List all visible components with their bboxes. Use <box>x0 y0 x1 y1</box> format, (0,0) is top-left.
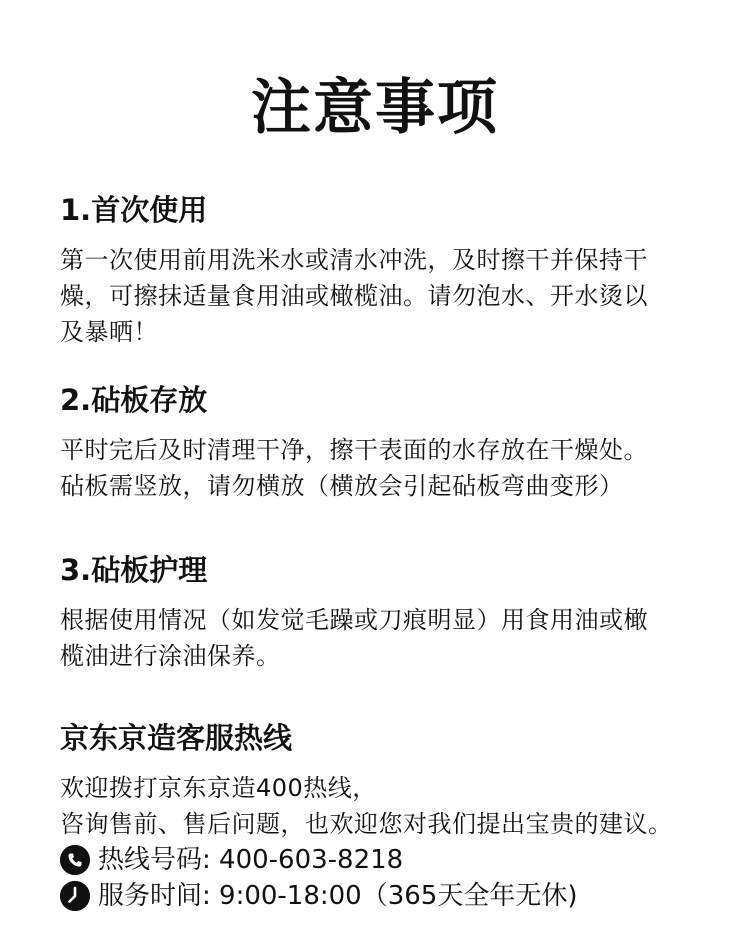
service-intro: 欢迎拨打京东京造400热线， 咨询售前、售后问题，也欢迎您对我们提出宝贵的建议。 <box>60 774 673 838</box>
section-heading: 1.首次使用 <box>60 193 208 227</box>
page-title: 注意事项 <box>251 73 499 143</box>
section-care <box>60 550 700 674</box>
section-heading: 京东京造客服热线 <box>60 721 293 755</box>
section-heading: 3.砧板护理 <box>60 553 208 587</box>
section-storage <box>60 380 700 504</box>
clock-icon <box>60 881 90 911</box>
section-body: 根据使用情况（如发觉毛躁或刀痕明显）用食用油或橄 榄油进行涂油保养。 <box>60 606 648 670</box>
phone-icon <box>60 845 90 875</box>
hours-row <box>60 878 700 914</box>
section-customer-service <box>60 718 700 914</box>
hotline-text: 热线号码: 400-603-8218 <box>98 845 404 875</box>
section-first-use <box>60 190 700 350</box>
hours-text: 服务时间: 9:00-18:00（365天全年无休) <box>98 881 578 911</box>
section-heading: 2.砧板存放 <box>60 383 208 417</box>
section-body: 平时完后及时清理干净，擦干表面的水存放在干燥处。 砧板需竖放，请勿横放（横放会引起砧板弯曲变形） <box>60 436 648 500</box>
section-body: 第一次使用前用洗米水或清水冲洗，及时擦干并保持干 燥，可擦抹适量食用油或橄榄油。请勿泡水、开水烫以 及暴晒！ <box>60 246 648 346</box>
hotline-row <box>60 842 700 878</box>
